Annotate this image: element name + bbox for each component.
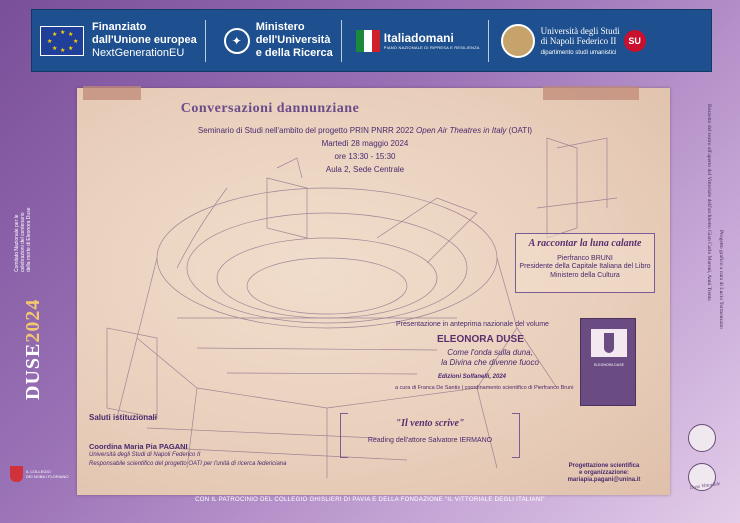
duse-word: DUSE <box>22 342 44 400</box>
intro-block <box>190 124 540 176</box>
bozzetto-caption: Bozzetto del teatro all'aperto del Vittoriale dell'architetto Gian Carlo Maroni, Anni Trenta <box>706 104 712 301</box>
logo-bar <box>31 9 712 72</box>
saluti-heading: Saluti istituzionali <box>89 413 158 422</box>
unina-logo <box>489 10 654 71</box>
coordinator-block <box>89 442 286 469</box>
talk-speaker: Pierfranco BRUNI <box>557 255 613 262</box>
collegio-sub: DEI NOBILI FLORIANO <box>26 474 69 479</box>
university-seal-icon <box>501 24 535 58</box>
eu-line3: NextGenerationEU <box>92 47 185 59</box>
ministry-line3: e della Ricerca <box>255 47 333 59</box>
eu-line2: dall'Unione europea <box>92 34 197 46</box>
book-subtitle1: Come l'onda sulla duna, <box>447 348 533 357</box>
duse-year: 2024 <box>22 298 44 343</box>
seminar-line <box>190 124 540 137</box>
italia-tag: PIANO NAZIONALE DI RIPRESA E RESILIENZA <box>383 45 480 50</box>
collegio-shield-icon <box>10 466 23 482</box>
book-cover <box>580 318 636 406</box>
book-subtitle <box>425 348 555 368</box>
org-line1: Progettazione scientifica <box>568 463 640 469</box>
bracket-left <box>340 413 348 458</box>
cover-emblem-icon <box>591 329 627 357</box>
ghislieri-seal-icon <box>688 424 716 452</box>
org-email[interactable]: mariapia.pagani@unina.it <box>567 477 641 483</box>
patronage-footer: CON IL PATROCINIO DEL COLLEGIO GHISLIERI DI PAVIA E DELLA FONDAZIONE "IL VITTORIALE DEGLI ITALIANI" <box>195 497 545 503</box>
event-time: ore 13:30 - 15:30 <box>334 152 396 161</box>
organization-block <box>548 463 660 484</box>
unina-line1: Università degli Studi <box>540 25 620 36</box>
talk-box <box>515 233 655 293</box>
italia-name: Italiadomani <box>383 31 454 45</box>
talk-title: A raccontar la luna calante <box>528 238 642 249</box>
book-subtitle2: la Divina che divenne fuoco <box>441 358 539 367</box>
eu-logo <box>32 10 205 71</box>
ministry-line1: Ministero <box>255 21 305 33</box>
reading-performer: Reading dell'attore Salvatore IERMANO <box>367 437 493 444</box>
event-title: Conversazioni dannunziane <box>180 101 360 116</box>
talk-role1: Presidente della Capitale Italiana del Libro <box>519 263 651 270</box>
reading-box <box>340 413 520 458</box>
event-place: Aula 2, Sede Centrale <box>325 165 405 174</box>
italy-flag-icon <box>356 30 380 52</box>
book-name: ELEONORA DUSE <box>437 334 524 345</box>
eu-flag-icon: ★ ★ ★ ★ ★ ★ ★ ★ <box>40 26 84 56</box>
book-credits: a cura di Franca De Santis | coordinamento scientifico di Pierfranco Bruni <box>395 385 574 391</box>
collegio-logo <box>10 466 68 482</box>
republic-emblem-icon: ✦ <box>224 28 250 54</box>
talk-role2: Ministero della Cultura <box>550 272 620 279</box>
seminar-project: Open Air Theatres in Italy <box>416 126 507 135</box>
seminar-prefix: Seminario di Studi nell'ambito del progetto PRIN PNRR 2022 <box>197 126 414 135</box>
bracket-right <box>512 413 520 458</box>
seminar-suffix: (OATI) <box>508 126 533 135</box>
reading-quote: "Il vento scrive" <box>395 418 465 429</box>
duse-brand <box>22 299 45 400</box>
signature: Duse Vittoriale <box>689 481 721 492</box>
dept-name: dipartimento studi umanistici <box>540 49 617 56</box>
grafica-caption: Progetto grafico a cura di Lucio Tormenzano <box>718 230 724 329</box>
coord-line3: Responsabile scientifico del progetto OATI per l'unità di ricerca federiciana <box>89 461 287 467</box>
book-presents: Presentazione in anteprima nazionale del volume <box>396 321 549 328</box>
committee-text: Comitato Nazionale per le celebrazioni del centenario della morte di Eleonora Duse <box>14 207 32 272</box>
ministry-line2: dell'Università <box>255 34 331 46</box>
cover-text: ELEONORA DUSE <box>594 363 624 367</box>
coord-line2: Università degli Studi di Napoli Federico II <box>89 452 201 458</box>
ministry-logo <box>206 10 341 71</box>
eu-line1: Finanziato <box>92 21 147 33</box>
collegio-name: IL COLLEGIO <box>26 469 51 474</box>
su-badge: SU <box>624 30 646 52</box>
coord-line1: Coordina Maria Pia PAGANI <box>89 442 188 451</box>
unina-line2: di Napoli Federico II <box>540 35 617 46</box>
italiadomani-logo <box>342 10 488 71</box>
book-edition: Edizioni Solfanelli, 2024 <box>438 374 507 380</box>
event-date: Martedì 28 maggio 2024 <box>321 139 409 148</box>
org-line2: e organizzazione: <box>578 470 629 476</box>
